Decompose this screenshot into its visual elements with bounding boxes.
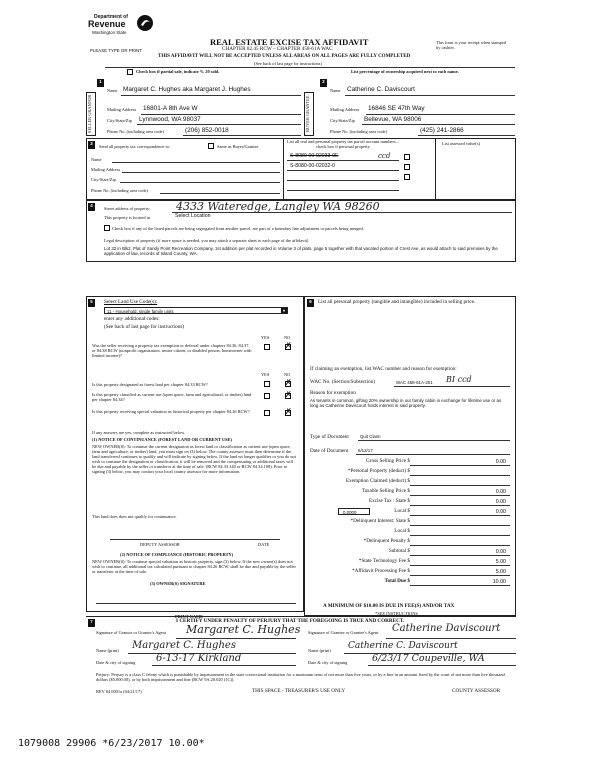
tax-row-value: 5.00 — [495, 559, 506, 565]
grantee-sig-label: Signature of Grantee or Grantee's Agent — [308, 630, 379, 635]
receipt-note: This form is your receipt when stamped by cashier. — [436, 40, 506, 51]
dept-line1: Department of — [94, 14, 128, 20]
dor-logo — [88, 14, 156, 44]
grantor-date-label: Date & city of signing — [96, 660, 136, 665]
q-historic-yes[interactable] — [264, 410, 270, 416]
tax-row-value: 0.00 — [495, 549, 506, 555]
ownership-note: List percentage of ownership acquired next to each name. — [351, 69, 459, 74]
parcel2-number: S-8080-00-02032-0 — [290, 163, 335, 169]
tax-row-label: Exemption Claimed (deduct) $ — [345, 478, 410, 484]
tax-row-label: *State Technology Fee $ — [358, 558, 410, 564]
personal-property-label: List all personal property (tangible and intangible) included in selling price. — [318, 299, 476, 305]
deputy-date: DATE — [258, 542, 270, 547]
section-number-6: 6 — [307, 299, 314, 307]
doc-date: 6/12/17 — [358, 448, 373, 453]
buyer-name: Catherine C. Daviscourt — [347, 86, 415, 93]
q-current-yes[interactable] — [264, 393, 270, 399]
doc-type: Quit Claim — [360, 434, 381, 439]
parcel3-checkbox[interactable] — [404, 174, 410, 180]
same-as-buyer-label: Same as Buyer/Grantee — [217, 144, 259, 149]
county-assessor: COUNTY ASSESSOR — [452, 688, 501, 694]
q-current-no-mark: ✗ — [285, 390, 292, 399]
assessed-header: List assessed value(s) — [442, 141, 481, 146]
buyer-phone-label: Phone No. (including area code) — [330, 129, 387, 134]
seller-block — [97, 78, 303, 138]
doc-date-label: Date of Document — [310, 448, 349, 454]
partial-sale-row — [105, 67, 515, 76]
q-exemption-no-mark: ✗ — [285, 341, 292, 350]
see-instructions: *SEE INSTRUCTIONS — [375, 611, 418, 616]
form-title: REAL ESTATE EXCISE TAX AFFIDAVIT — [210, 37, 369, 47]
s3-name-label: Name — [91, 157, 102, 162]
located-select[interactable]: Select Location — [175, 213, 211, 219]
tax-row-value: 10.00 — [492, 579, 506, 585]
buyer-city: Bellevue, WA 98006 — [364, 116, 422, 123]
if-yes-note: If any answers are yes, complete as instructed below. — [92, 430, 186, 435]
q-historic: Is this property receiving special valuation as historical property per chapter 84.26 RCW? — [92, 409, 250, 414]
tax-row-label: *Delinquent Penalty $ — [363, 538, 410, 544]
grantor-signature: Margaret C. Hughes — [186, 623, 301, 636]
grantor-name-label: Name (print) — [96, 648, 119, 653]
no-header-1: NO — [284, 335, 291, 340]
q-forest-no-mark: ✗ — [285, 378, 292, 387]
grantee-name-print: Catherine C. Daviscourt — [348, 641, 458, 651]
tax-row-value: 0.00 — [495, 459, 506, 465]
tax-row-label: Local $ — [394, 508, 410, 514]
see-back-note: (See back of last page for instructions) — [254, 61, 322, 66]
q-historic-no-mark: ✗ — [285, 407, 292, 416]
s3-phone-label: Phone No. (including area code) — [91, 188, 148, 193]
dept-line2: Revenue — [88, 19, 126, 29]
buyer-block — [320, 78, 516, 138]
tax-row-value: 5.00 — [495, 569, 506, 575]
q-exemption-yes[interactable] — [264, 344, 270, 350]
segregated-label: Check box if any of the listed parcels are being segregated from another parcel, are part of a boundary line adjustment or parcels being merged. — [112, 226, 364, 231]
land-use-label: Select Land Use Code(s): — [104, 299, 158, 305]
tax-row-value: 0.00 — [495, 509, 506, 515]
certify-statement: I CERTIFY UNDER PENALTY OF PERJURY THAT THE FOREGOING IS TRUE AND CORRECT. — [176, 618, 405, 624]
recording-stamp: 1079008 29906 *6/23/2017 10.00* — [18, 738, 205, 749]
notice1-title: (1) NOTICE OF CONTINUANCE (FOREST LAND OR CURRENT USE) — [92, 437, 232, 442]
dept-line3: Washington State — [92, 30, 127, 35]
segregated-checkbox[interactable] — [104, 225, 110, 231]
tax-row-label: *Delinquent Interest: State $ — [350, 518, 410, 524]
tax-row-label: Total Due $ — [384, 578, 410, 584]
land-qualify-line: This land does does not qualify for continuance. — [92, 514, 177, 519]
exemption-label: If claiming an exemption, list WAC number and reason for exemption: — [310, 366, 457, 372]
street-address: 4333 Wateredge, Langley WA 98260 — [176, 200, 380, 213]
section-number-7: 7 — [88, 619, 95, 627]
perjury-notice: Perjury: Perjury is a class C felony which is punishable by imprisonment in the state correctional institution for a maximum term of not more than five years, or by a fine in an amount fixed by the court of not more than five thousand dollars ($5,000.00), or by both imprisonment and fine (RCW 9A.20.020 (1C)). — [96, 672, 505, 683]
buyer-phone: (425) 241-2866 — [420, 127, 464, 134]
wac-initials: BI ccd — [446, 375, 472, 384]
yes-header-1: YES — [261, 335, 270, 340]
grantee-name-label: Name (print) — [308, 648, 331, 653]
buyer-name-label: Name — [330, 88, 341, 93]
deputy-assessor: DEPUTY ASSESSOR — [140, 542, 180, 547]
parcel1-checkbox[interactable] — [404, 154, 410, 160]
reason-text: As tenants in common, gifting 20% ownership in our family cabin in exchange for lifetime use or as long as Catherine Daviscourt holds interest in said property. — [310, 398, 502, 409]
seller-name: Margaret C. Hughes aka Margaret J. Hughes — [123, 86, 251, 93]
parcel1-initials: ccd — [378, 152, 391, 160]
seller-mailing: 16801-A 8th Ave W — [143, 105, 198, 112]
section-number-1: 1 — [97, 79, 104, 87]
tax-row-label: Local $ — [394, 528, 410, 534]
grantee-signature: Catherine Daviscourt — [392, 623, 501, 634]
notice1-text: NEW OWNER(S): To continue the current designation as forest land or classification as current use (open space, farm and agriculture, or timber) land, you must sign on (3) below. The county assessor must then determine if the land transferred continues to qualify and will indicate by signing below. If the land no longer qualifies or you do not wish to continue the designation or classification, it will be removed and the compensating or additional taxes will be due and payable by the seller or transferor at the time of sale. (RCW 84.33.140 or RCW 84.34.108). Prior to signing (3) below, you may contact your local county assessor for more information. — [92, 444, 296, 475]
seller-name-label: Name — [107, 88, 118, 93]
wac-value: WAC 458-61A-201 — [396, 380, 433, 385]
q-forest: Is this property designated as forest land per chapter 84.33 RCW? — [92, 382, 208, 387]
rev-number: REV 84 0001a (04/21/17) — [96, 689, 142, 694]
seller-city-label: City/State/Zip — [107, 118, 132, 123]
section-number-3: 3 — [88, 141, 95, 149]
minimum-due: A MINIMUM OF $10.00 IS DUE IN FEE(S) AND/OR TAX — [323, 603, 455, 609]
tax-row-label: Gross Selling Price $ — [366, 458, 410, 464]
additional-note: (See back of last page for instructions) — [104, 324, 185, 330]
seller-phone: (206) 852-0018 — [185, 127, 229, 134]
form-warning: THIS AFFIDAVIT WILL NOT BE ACCEPTED UNLESS ALL AREAS ON ALL PAGES ARE FULLY COMPLETED — [158, 54, 411, 59]
same-as-buyer-checkbox[interactable] — [208, 143, 214, 149]
tax-row-label: Taxable Selling Price $ — [361, 488, 410, 494]
tax-row-label: *Personal Property (deduct) $ — [347, 468, 410, 474]
revenue-swirl-icon — [136, 14, 154, 32]
grantor-name-print: Margaret C. Hughes — [132, 640, 236, 651]
tax-row-label: Excise Tax : State $ — [368, 498, 410, 504]
section-number-2: 2 — [320, 79, 327, 87]
print-note: PLEASE TYPE OR PRINT — [90, 48, 142, 53]
seller-phone-label: Phone No. (including area code) — [107, 129, 164, 134]
doc-type-label: Type of Document — [310, 434, 349, 440]
street-label: Street address of property: — [104, 206, 151, 211]
tax-row-value: 0.00 — [495, 499, 506, 505]
dropdown-arrow-icon: ▾ — [282, 308, 285, 313]
q-exemption: Was the seller receiving a property tax exemption or deferral under chapters 84.36, 84.37, or 84.38 RCW (nonprofit organization, senior citizen, or disabled person, homeowner with limited income)? — [92, 343, 252, 359]
reason-label: Reason for exemption — [310, 390, 356, 396]
section-number-5: 5 — [88, 299, 95, 307]
additional-codes: enter any additional codes: — [104, 316, 160, 322]
grantee-date-label: Date & city of signing — [308, 660, 348, 665]
buyer-mailing-label: Mailing Address — [330, 107, 360, 112]
legal-label: Legal description of property (if more space is needed, you may attach a separate sheet to each page of the affidavit) — [104, 238, 309, 243]
form-chapter: CHAPTER 82.45 RCW – CHAPTER 458-61A WAC — [222, 46, 333, 52]
seller-mailing-label: Mailing Address — [107, 107, 137, 112]
q-forest-yes[interactable] — [264, 381, 270, 387]
buyer-city-label: City/State/Zip — [330, 118, 355, 123]
tax-row-label: Subtotal $ — [388, 548, 410, 554]
grantor-sig-label: Signature of Grantor or Grantor's Agent — [96, 630, 166, 635]
parcel2-checkbox[interactable] — [404, 164, 410, 170]
send-correspondence-label: Send all property tax correspondence to: — [99, 144, 171, 149]
yes-header-2: YES — [261, 372, 270, 377]
located-label: This property is located in — [104, 215, 151, 220]
local-rate: 0.0000 — [343, 510, 357, 515]
s3-city-label: City/State/Zip — [91, 177, 116, 182]
buyer-side-label: BUYER GRANTEE — [304, 92, 314, 136]
tax-row-value: 0.00 — [495, 489, 506, 495]
parcel-header: List all real and personal property tax parcel account numbers – check box if personal property — [287, 139, 399, 150]
seller-side-label: SELLER GRANTOR — [86, 92, 96, 136]
legal-description: Lot 32 in Blk2, Plat of Sandy Point Recreation Company, 1st addition per plat recorded in Volume 3 of plats, page 5 together with that vacated portion of Crest Ave, as would attach to said premises by the application of law, records of Island County, WA. — [104, 246, 498, 257]
partial-sale-label: Check box if partial sale, indicate % 20 sold. — [136, 69, 220, 74]
notice2-text: NEW OWNER(S): To continue special valuation as historic property, sign (3) below. If the new owner(s) does not wish to continue, all additional tax calculated pursuant to chapter 84.26 RCW, shall be due and payable by the seller or transferor at the time of sale. — [92, 559, 296, 575]
notice2-title: (2) NOTICE OF COMPLIANCE (HISTORIC PROPERTY) — [120, 552, 234, 557]
treasurer-use: THIS SPACE - TREASURER'S USE ONLY — [252, 688, 346, 694]
local-rate-box[interactable] — [338, 508, 370, 515]
parcel1-number: S-8080-00-02033-0E — [290, 153, 339, 159]
buyer-mailing: 16846 SE 47th Way — [368, 105, 425, 112]
partial-sale-checkbox[interactable] — [127, 69, 133, 75]
tax-row-label: *Affidavit Processing Fee $ — [352, 568, 410, 574]
s3-mailing-label: Mailing Address — [91, 167, 121, 172]
land-use-select[interactable] — [104, 307, 288, 314]
land-use-value: 11 - Household, single family units — [107, 309, 174, 314]
section-number-4: 4 — [88, 203, 95, 211]
q-current-use: Is this property classified as current use (open space, farm and agricultural, or timber) land per chapter 84.34? — [92, 392, 252, 403]
tax-table — [310, 458, 510, 598]
owner-signature-label: (3) OWNER(S) SIGNATURE — [150, 581, 206, 586]
grantee-date-city: 6/23/17 Coupeville, WA — [372, 653, 485, 664]
wac-label: WAC No. (Section/Subsection) — [310, 379, 375, 385]
grantor-date-city: 6-13-17 Kirkland — [156, 653, 242, 664]
no-header-2: NO — [284, 372, 291, 377]
seller-city: Lynnwood, WA 98037 — [139, 116, 201, 123]
